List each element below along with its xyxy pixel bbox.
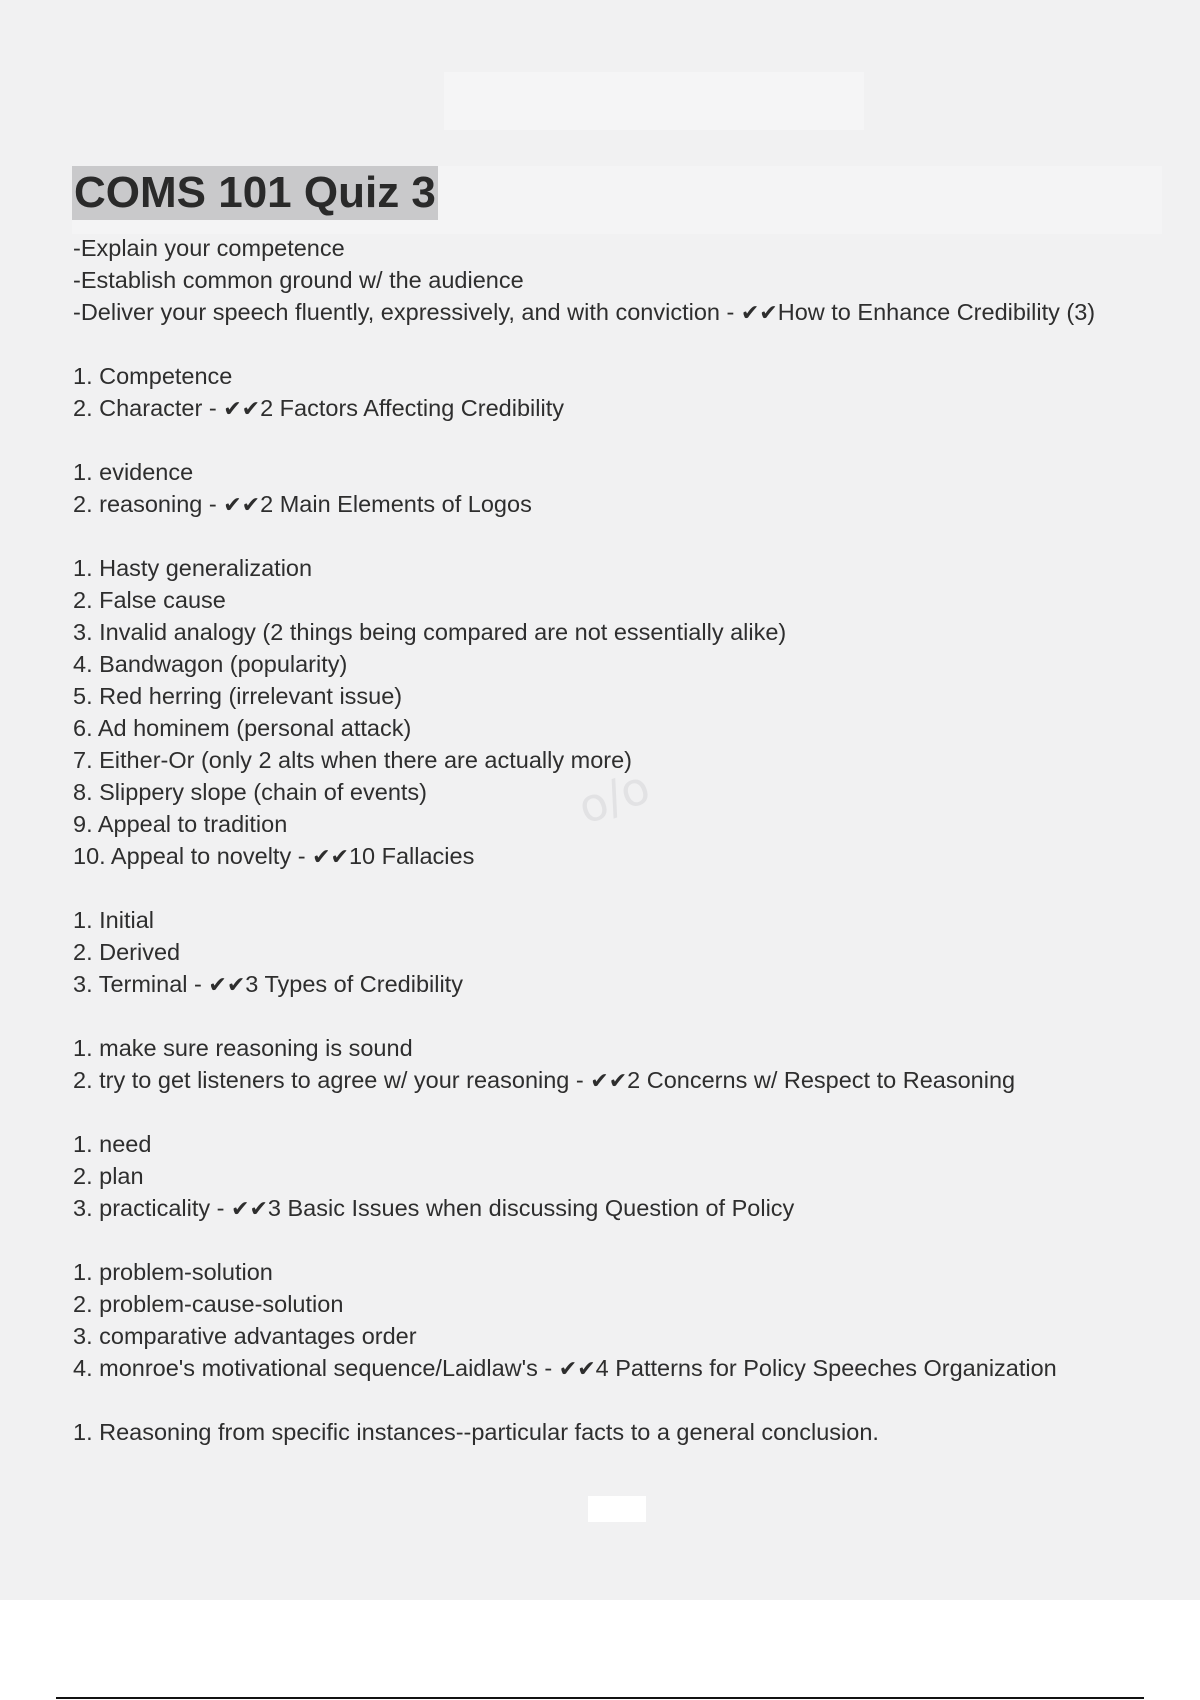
flashcard-line [73,1320,1173,1352]
double-check-icon: ✔✔ [231,1197,268,1222]
line-text: 6. Ad hominem (personal attack) [73,715,412,741]
flashcard-line [73,680,1173,712]
quiz-content [73,232,1173,1480]
line-text: 2. False cause [73,587,226,613]
line-text: 2. try to get listeners to agree w/ your reasoning - [73,1067,591,1093]
flashcard-line [73,1352,1173,1384]
line-text: 2. plan [73,1163,144,1189]
flashcard-line [73,1160,1173,1192]
line-text: 1. Reasoning from specific instances--particular facts to a general conclusion. [73,1419,879,1445]
flashcard-block [73,1032,1173,1096]
line-text: 1. need [73,1131,152,1157]
header-blank-area [444,72,864,130]
line-text: -Establish common ground w/ the audience [73,267,524,293]
answer-text: 3 Basic Issues when discussing Question of Policy [267,1195,795,1221]
line-text: 1. Hasty generalization [73,555,313,581]
line-text: 3. practicality - [73,1195,232,1221]
line-text: 3. Terminal - [73,971,209,997]
answer-text: 2 Factors Affecting Credibility [260,395,564,421]
flashcard-line [73,648,1173,680]
flashcard-line [73,1416,1173,1448]
flashcard-line [73,968,1173,1000]
flashcard-line [73,1288,1173,1320]
flashcard-block [73,1128,1173,1224]
flashcard-block [73,1416,1173,1448]
flashcard-line [73,232,1173,264]
flashcard-line [73,1128,1173,1160]
flashcard-line [73,936,1173,968]
double-check-icon: ✔✔ [740,301,778,326]
flashcard-line [73,808,1173,840]
flashcard-block [73,232,1173,328]
line-text: 4. monroe's motivational sequence/Laidlaw's - [73,1355,559,1381]
flashcard-block [73,552,1173,872]
line-text: 4. Bandwagon (popularity) [73,651,348,677]
answer-text: 3 Types of Credibility [245,971,463,997]
line-text: 1. evidence [73,459,194,485]
double-check-icon: ✔✔ [223,397,261,422]
flashcard-line [73,1032,1173,1064]
line-text: 2. reasoning - [73,491,224,517]
line-text: 3. Invalid analogy (2 things being compared are not essentially alike) [73,619,787,645]
line-text: 1. make sure reasoning is sound [73,1035,413,1061]
line-text: 9. Appeal to tradition [73,811,288,837]
footer-rule [56,1697,1144,1699]
flashcard-line [73,744,1173,776]
flashcard-block [73,360,1173,424]
flashcard-line [73,552,1173,584]
answer-text: 2 Concerns w/ Respect to Reasoning [627,1067,1016,1093]
double-check-icon: ✔✔ [223,493,261,518]
answer-text: How to Enhance Credibility (3) [777,299,1096,325]
line-text: 1. Initial [73,907,154,933]
line-text: 2. Derived [73,939,181,965]
flashcard-line [73,584,1173,616]
double-check-icon: ✔✔ [558,1357,596,1382]
line-text: -Explain your competence [73,235,345,261]
answer-text: 4 Patterns for Policy Speeches Organization [595,1355,1057,1381]
flashcard-line [73,1256,1173,1288]
flashcard-block [73,1256,1173,1384]
line-text: 10. Appeal to novelty - [73,843,313,869]
flashcard-line [73,264,1173,296]
double-check-icon: ✔✔ [208,973,246,998]
line-text: 8. Slippery slope (chain of events) [73,779,427,805]
line-text: 2. problem-cause-solution [73,1291,344,1317]
flashcard-line [73,840,1173,872]
line-text: 1. Competence [73,363,233,389]
line-text: 3. comparative advantages order [73,1323,417,1349]
line-text: 1. problem-solution [73,1259,273,1285]
flashcard-line [73,616,1173,648]
flashcard-line [73,712,1173,744]
line-text: 2. Character - [73,395,224,421]
watermark: o/o [570,759,657,835]
flashcard-line [73,776,1173,808]
flashcard-line [73,488,1173,520]
answer-text: 10 Fallacies [348,843,475,869]
flashcard-line [73,1192,1173,1224]
flashcard-line [73,904,1173,936]
flashcard-block [73,904,1173,1000]
line-text: 5. Red herring (irrelevant issue) [73,683,403,709]
line-text: 7. Either-Or (only 2 alts when there are actually more) [73,747,633,773]
flashcard-line [73,360,1173,392]
answer-text: 2 Main Elements of Logos [260,491,532,517]
flashcard-block [73,456,1173,520]
flashcard-line [73,392,1173,424]
page-title: COMS 101 Quiz 3 [72,166,438,220]
flashcard-line [73,1064,1173,1096]
line-text: -Deliver your speech fluently, expressively, and with conviction - [73,299,741,325]
flashcard-line [73,456,1173,488]
double-check-icon: ✔✔ [590,1069,628,1094]
page-number-blank [588,1496,646,1522]
flashcard-line [73,296,1173,328]
double-check-icon: ✔✔ [312,845,349,870]
